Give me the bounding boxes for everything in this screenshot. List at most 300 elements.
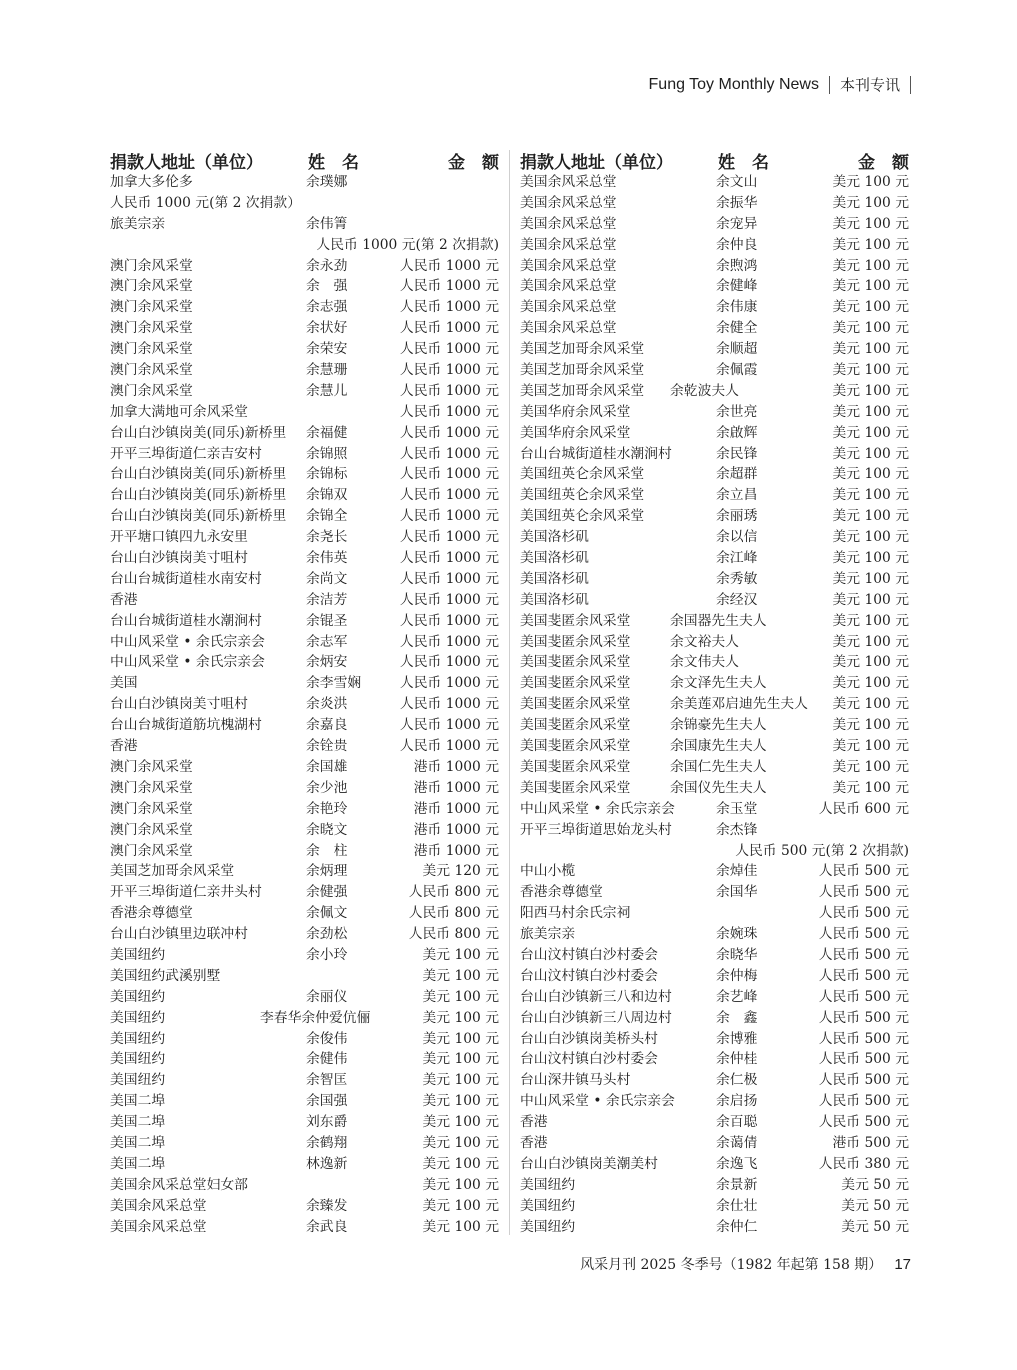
donor-row (110, 1133, 499, 1154)
donor-name: 余仕壮 (716, 1197, 758, 1214)
donor-name: 余尧长 (306, 529, 348, 546)
donation-amount: 美元 100 元 (832, 362, 909, 379)
donor-address: 澳门余风采堂 (110, 362, 193, 379)
header-amount: 金 额 (448, 153, 499, 173)
donation-amount: 人民币 500 元 (818, 967, 909, 984)
donor-row (520, 381, 909, 402)
donor-address: 台山深井镇马头村 (520, 1072, 631, 1089)
donor-name: 余秀敏 (716, 570, 758, 587)
donor-row (110, 193, 499, 214)
donor-name: 余李雪娴 (306, 675, 362, 692)
donor-address: 美国纽约 (110, 946, 166, 963)
donation-amount: 人民币 1000 元 (399, 278, 499, 295)
donor-name: 余文伟夫人 (670, 654, 739, 671)
donation-amount: 港币 1000 元 (413, 821, 499, 838)
donor-name: 余丽仪 (306, 988, 348, 1005)
donor-row (520, 423, 909, 444)
donor-name: 余仁极 (716, 1072, 758, 1089)
donor-address: 澳门余风采堂 (110, 779, 193, 796)
donation-amount: 美元 100 元 (832, 257, 909, 274)
donor-name: 余炳理 (306, 863, 348, 880)
donor-address: 中山风采堂 • 余氏宗亲会 (520, 800, 675, 817)
donor-row (520, 841, 909, 862)
donor-name: 余博雅 (716, 1030, 758, 1047)
donor-row (520, 339, 909, 360)
donor-name: 余铨贵 (306, 738, 348, 755)
donation-amount: 人民币 1000 元 (399, 299, 499, 316)
donor-name: 余美莲邓启迪先生夫人 (670, 696, 808, 713)
donation-amount: 美元 50 元 (841, 1176, 909, 1193)
header-divider-end (910, 76, 911, 94)
donation-amount: 美元 100 元 (832, 779, 909, 796)
donor-row (110, 966, 499, 987)
donor-row (110, 1008, 499, 1029)
donor-row (520, 673, 909, 694)
donor-address: 美国芝加哥余风采堂 (110, 863, 235, 880)
donation-amount: 人民币 500 元 (818, 926, 909, 943)
donor-row (520, 1175, 909, 1196)
donor-address: 美国斐匿余风采堂 (520, 717, 631, 734)
donor-name: 李春华余仲爱伉俪 (260, 1009, 371, 1026)
donor-address: 美国余风采总堂 (520, 236, 617, 253)
donor-name: 余健全 (716, 320, 758, 337)
donor-list-left (110, 172, 499, 1237)
donor-row (520, 1008, 909, 1029)
donor-name: 余啟辉 (716, 424, 758, 441)
donor-row (110, 402, 499, 423)
donor-name: 余佩霞 (716, 362, 758, 379)
donor-row (110, 527, 499, 548)
donor-name: 余锦标 (306, 466, 348, 483)
donor-address: 美国斐匿余风采堂 (520, 696, 631, 713)
donor-row (110, 861, 499, 882)
header-name: 姓 名 (718, 153, 769, 173)
donor-row (520, 172, 909, 193)
donor-row (520, 485, 909, 506)
donor-name: 余世亮 (716, 403, 758, 420)
donor-row (110, 276, 499, 297)
donor-name: 余超群 (716, 466, 758, 483)
donor-name: 余婉珠 (716, 926, 758, 943)
donor-name: 余璞娜 (306, 174, 348, 190)
donor-name: 余仲仁 (716, 1218, 758, 1235)
donation-amount: 人民币 1000 元 (399, 738, 499, 755)
donation-amount: 美元 100 元 (832, 508, 909, 525)
donor-address: 美国余风采总堂 (520, 299, 617, 316)
donor-name: 余伟英 (306, 550, 348, 567)
donor-name: 余伟康 (716, 299, 758, 316)
donor-address: 台山白沙镇岗美(同乐)新桥里 (110, 487, 287, 504)
donor-address: 台山汶村镇白沙村委会 (520, 946, 658, 963)
donation-amount: 人民币 500 元 (818, 863, 909, 880)
donor-address: 美国纽约 (520, 1197, 576, 1214)
donor-address: 中山风采堂 • 余氏宗亲会 (520, 1093, 675, 1110)
donor-row (110, 715, 499, 736)
donor-address: 美国斐匿余风采堂 (520, 633, 631, 650)
donation-amount: 人民币 1000 元 (399, 487, 499, 504)
donor-row (110, 214, 499, 235)
donor-address: 台山白沙镇岗美(同乐)新桥里 (110, 466, 287, 483)
donor-name: 余健伟 (306, 1051, 348, 1068)
donor-name: 余少池 (306, 779, 348, 796)
donor-row (110, 423, 499, 444)
donor-address: 美国 (110, 675, 138, 692)
donor-name: 余艺峰 (716, 988, 758, 1005)
donor-name: 余晓文 (306, 821, 348, 838)
donation-amount: 美元 100 元 (832, 550, 909, 567)
donor-row (110, 903, 499, 924)
donor-name: 余国雄 (306, 758, 348, 775)
section-title: 本刊专讯 (839, 76, 900, 94)
donor-name: 余福健 (306, 424, 348, 441)
donor-address: 台山白沙镇新三八和边村 (520, 988, 672, 1005)
donation-amount: 美元 100 元 (832, 236, 909, 253)
donor-row (110, 945, 499, 966)
donor-row (520, 1217, 909, 1238)
donation-amount: 港币 500 元 (832, 1134, 909, 1151)
donor-name: 余文泽先生夫人 (670, 675, 767, 692)
donor-address: 澳门余风采堂 (110, 842, 193, 859)
donation-amount: 美元 100 元 (832, 591, 909, 608)
donor-row (520, 1070, 909, 1091)
donor-address: 台山白沙镇里边联冲村 (110, 926, 248, 943)
donor-name: 余国强 (306, 1093, 348, 1110)
donor-name: 余玉堂 (716, 800, 758, 817)
donor-name: 余健峰 (716, 278, 758, 295)
donor-name: 余健强 (306, 884, 348, 901)
donor-row (110, 485, 499, 506)
donor-name: 余艳玲 (306, 800, 348, 817)
donor-address: 阳西马村余氏宗祠 (520, 905, 631, 922)
donor-row (110, 590, 499, 611)
donor-name: 余仲桂 (716, 1051, 758, 1068)
donor-address: 香港 (110, 591, 138, 608)
donation-amount: 人民币 1000 元 (399, 382, 499, 399)
donor-name: 余锦豪先生夫人 (670, 717, 767, 734)
donor-row (520, 527, 909, 548)
donor-address: 美国二埠 (110, 1114, 166, 1131)
donor-row (520, 694, 909, 715)
donor-name: 余乾波夫人 (670, 382, 739, 399)
donor-row (110, 632, 499, 653)
donor-row (110, 1112, 499, 1133)
donor-row (520, 1196, 909, 1217)
donor-row (520, 757, 909, 778)
donation-amount: 人民币 380 元 (818, 1155, 909, 1172)
page-header (649, 74, 911, 95)
donation-amount: 人民币 1000 元 (399, 675, 499, 692)
donor-row (520, 1091, 909, 1112)
donor-name: 余 强 (306, 278, 348, 295)
donation-amount: 人民币 500 元(第 2 次捐款) (735, 842, 909, 859)
donor-address: 美国芝加哥余风采堂 (520, 341, 645, 358)
donor-row (110, 694, 499, 715)
donor-row (520, 444, 909, 465)
donor-row (520, 652, 909, 673)
donor-row (110, 360, 499, 381)
donor-address: 美国二埠 (110, 1093, 166, 1110)
donation-amount: 美元 100 元 (832, 717, 909, 734)
donor-row (520, 360, 909, 381)
donor-address: 美国余风采总堂妇女部 (110, 1176, 248, 1193)
donor-address: 美国斐匿余风采堂 (520, 738, 631, 755)
donor-address: 美国纽英仑余风采堂 (520, 508, 645, 525)
donor-row (110, 924, 499, 945)
donor-row (520, 464, 909, 485)
donor-row (110, 464, 499, 485)
donor-address: 美国纽约 (110, 1051, 166, 1068)
donor-row (110, 1175, 499, 1196)
donation-amount: 美元 100 元 (422, 1051, 499, 1068)
donor-address: 美国洛杉矶 (520, 570, 589, 587)
header-amount: 金 额 (858, 153, 909, 173)
donor-row (110, 569, 499, 590)
donation-amount: 美元 50 元 (841, 1218, 909, 1235)
donor-address: 台山白沙镇岗美桥头村 (520, 1030, 658, 1047)
donor-row (520, 548, 909, 569)
donation-amount: 人民币 1000 元 (399, 696, 499, 713)
donation-amount: 美元 100 元 (832, 487, 909, 504)
donor-address: 美国余风采总堂 (110, 1197, 207, 1214)
donor-row (520, 256, 909, 277)
donor-row (520, 799, 909, 820)
donor-row (520, 193, 909, 214)
donor-address: 加拿大满地可余风采堂 (110, 403, 248, 420)
donor-row (110, 882, 499, 903)
donation-amount: 美元 100 元 (832, 696, 909, 713)
donor-address: 香港 (520, 1134, 548, 1151)
donation-amount: 人民币 500 元 (818, 1051, 909, 1068)
donor-name: 余锦照 (306, 445, 348, 462)
donor-row (520, 297, 909, 318)
donor-row (520, 966, 909, 987)
donation-amount: 美元 100 元 (832, 758, 909, 775)
donor-address: 开平三埠街道思始龙头村 (520, 821, 672, 838)
donor-name: 余炎洪 (306, 696, 348, 713)
donation-amount: 美元 100 元 (832, 466, 909, 483)
donor-address: 台山白沙镇岗美(同乐)新桥里 (110, 508, 287, 525)
donation-amount: 美元 100 元 (832, 738, 909, 755)
donor-name: 余振华 (716, 194, 758, 211)
donation-amount: 美元 100 元 (422, 1072, 499, 1089)
donor-row (520, 1112, 909, 1133)
donor-name: 余 柱 (306, 842, 348, 859)
donor-address: 美国纽英仑余风采堂 (520, 466, 645, 483)
donor-address: 台山白沙镇岗美潮美村 (520, 1155, 658, 1172)
issue-info: 风采月刊 2025 冬季号（1982 年起第 158 期） (580, 1257, 883, 1273)
donor-row (520, 235, 909, 256)
donor-address: 美国芝加哥余风采堂 (520, 382, 645, 399)
donation-amount: 港币 1000 元 (413, 800, 499, 817)
donation-amount: 美元 100 元 (832, 445, 909, 462)
column-divider (509, 150, 510, 1235)
donation-amount: 美元 100 元 (422, 1030, 499, 1047)
donor-name: 余佩文 (306, 905, 348, 922)
donor-name: 余顺超 (716, 341, 758, 358)
donor-row (520, 736, 909, 757)
donor-name: 余慧儿 (306, 382, 348, 399)
donor-address: 人民币 1000 元(第 2 次捐款） (110, 194, 301, 211)
donor-row (110, 611, 499, 632)
donation-amount: 美元 120 元 (422, 863, 499, 880)
donation-amount: 美元 100 元 (422, 1218, 499, 1235)
donor-address: 美国洛杉矶 (520, 529, 589, 546)
donor-name: 余以信 (716, 529, 758, 546)
header-address: 捐款人地址（单位） (520, 153, 673, 173)
donor-name: 余景新 (716, 1176, 758, 1193)
donor-name: 余丽琇 (716, 508, 758, 525)
donor-row (520, 506, 909, 527)
donor-address: 澳门余风采堂 (110, 800, 193, 817)
donor-row (110, 1217, 499, 1238)
donation-amount: 人民币 1000 元 (399, 612, 499, 629)
donor-row (520, 1029, 909, 1050)
donor-name: 余嘉良 (306, 717, 348, 734)
donation-amount: 美元 100 元 (832, 320, 909, 337)
donor-address: 美国余风采总堂 (520, 257, 617, 274)
donor-address: 美国纽约 (110, 1072, 166, 1089)
donor-address: 中山小榄 (520, 863, 576, 880)
donor-row (520, 1133, 909, 1154)
donor-name: 余志强 (306, 299, 348, 316)
donor-name: 余洁芳 (306, 591, 348, 608)
donation-amount: 美元 100 元 (422, 1197, 499, 1214)
donation-amount: 美元 50 元 (841, 1197, 909, 1214)
donor-address: 美国余风采总堂 (520, 174, 617, 190)
donor-address: 台山白沙镇岗美寸咀村 (110, 696, 248, 713)
donor-row (110, 757, 499, 778)
donor-name: 余小玲 (306, 946, 348, 963)
donation-amount: 港币 1000 元 (413, 758, 499, 775)
donation-amount: 美元 100 元 (832, 403, 909, 420)
donor-address: 美国斐匿余风采堂 (520, 779, 631, 796)
donor-row (520, 903, 909, 924)
donor-address: 澳门余风采堂 (110, 821, 193, 838)
donor-address: 美国纽约 (520, 1218, 576, 1235)
donation-amount: 人民币 1000 元 (399, 508, 499, 525)
donor-row (110, 799, 499, 820)
donor-row (520, 276, 909, 297)
donation-amount: 美元 100 元 (832, 570, 909, 587)
donor-name: 余志军 (306, 633, 348, 650)
donor-address: 台山白沙镇岗美寸咀村 (110, 550, 248, 567)
donation-amount: 人民币 1000 元 (399, 570, 499, 587)
donor-row (520, 945, 909, 966)
donor-address: 中山风采堂 • 余氏宗亲会 (110, 633, 265, 650)
donation-amount: 美元 100 元 (422, 1114, 499, 1131)
donor-name: 余 鑫 (716, 1009, 758, 1026)
donation-amount: 人民币 1000 元 (399, 550, 499, 567)
donation-amount: 人民币 1000 元 (399, 445, 499, 462)
donation-amount: 美元 100 元 (832, 278, 909, 295)
donor-address: 台山台城街道桂水潮涧村 (520, 445, 672, 462)
donor-name: 余国仁先生夫人 (670, 758, 767, 775)
donor-address: 美国余风采总堂 (520, 215, 617, 232)
donor-row (520, 1154, 909, 1175)
donor-name: 余武良 (306, 1218, 348, 1235)
donor-name: 余文裕夫人 (670, 633, 739, 650)
donation-amount: 美元 100 元 (832, 529, 909, 546)
donor-name: 余荣安 (306, 341, 348, 358)
donor-name: 刘东爵 (306, 1114, 348, 1131)
right-column (520, 148, 909, 1237)
donor-address: 台山台城街道筋坑槐湖村 (110, 717, 262, 734)
donor-name: 余智匡 (306, 1072, 348, 1089)
donor-address: 澳门余风采堂 (110, 758, 193, 775)
donor-row (110, 652, 499, 673)
donor-row (520, 402, 909, 423)
donation-amount: 人民币 800 元 (408, 884, 499, 901)
donor-name: 余逸飞 (716, 1155, 758, 1172)
donor-address: 台山汶村镇白沙村委会 (520, 1051, 658, 1068)
donor-row (110, 1154, 499, 1175)
donor-row (110, 987, 499, 1008)
donor-address: 台山白沙镇岗美(同乐)新桥里 (110, 424, 287, 441)
donor-name: 余永劲 (306, 257, 348, 274)
donor-address: 美国斐匿余风采堂 (520, 654, 631, 671)
donation-amount: 美元 100 元 (422, 946, 499, 963)
donor-address: 美国余风采总堂 (110, 1218, 207, 1235)
header-divider (829, 76, 830, 94)
donor-row (520, 590, 909, 611)
donor-address: 美国余风采总堂 (520, 278, 617, 295)
donor-row (520, 778, 909, 799)
donor-row (110, 506, 499, 527)
donor-name: 余百聪 (716, 1114, 758, 1131)
donation-amount: 人民币 1000 元(第 2 次捐款) (316, 236, 499, 253)
page-number: 17 (894, 1256, 911, 1273)
donor-address: 香港余尊德堂 (110, 905, 193, 922)
donor-address: 美国纽约 (110, 988, 166, 1005)
donor-name: 余民锋 (716, 445, 758, 462)
donor-address: 开平三埠街道仁亲井头村 (110, 884, 262, 901)
journal-title: Fung Toy Monthly News (648, 75, 819, 93)
donor-address: 香港 (110, 738, 138, 755)
donor-address: 澳门余风采堂 (110, 320, 193, 337)
donation-amount: 美元 100 元 (832, 174, 909, 190)
donor-name: 余焯佳 (716, 863, 758, 880)
donor-address: 美国洛杉矶 (520, 591, 589, 608)
donor-name: 余启扬 (716, 1093, 758, 1110)
donor-name: 余慧珊 (306, 362, 348, 379)
donor-address: 澳门余风采堂 (110, 299, 193, 316)
donor-row (110, 778, 499, 799)
donor-address: 美国斐匿余风采堂 (520, 612, 631, 629)
donor-row (520, 632, 909, 653)
donor-name: 余锟圣 (306, 612, 348, 629)
donation-amount: 人民币 500 元 (818, 1030, 909, 1047)
donor-row (110, 172, 499, 193)
donation-amount: 人民币 500 元 (818, 946, 909, 963)
donor-row (110, 444, 499, 465)
donor-name: 余宠异 (716, 215, 758, 232)
donor-address: 台山汶村镇白沙村委会 (520, 967, 658, 984)
donation-amount: 港币 1000 元 (413, 842, 499, 859)
donor-address: 台山台城街道桂水潮涧村 (110, 612, 262, 629)
donor-row (110, 339, 499, 360)
donor-row (520, 715, 909, 736)
donor-address: 美国余风采总堂 (520, 320, 617, 337)
donor-row (520, 924, 909, 945)
donor-name: 余仲梅 (716, 967, 758, 984)
donation-amount: 人民币 1000 元 (399, 362, 499, 379)
donor-name: 余国仪先生夫人 (670, 779, 767, 796)
donor-name: 余尚文 (306, 570, 348, 587)
donor-row (110, 841, 499, 862)
donation-amount: 人民币 1000 元 (399, 717, 499, 734)
donation-amount: 美元 100 元 (832, 612, 909, 629)
header-address: 捐款人地址（单位） (110, 153, 263, 173)
